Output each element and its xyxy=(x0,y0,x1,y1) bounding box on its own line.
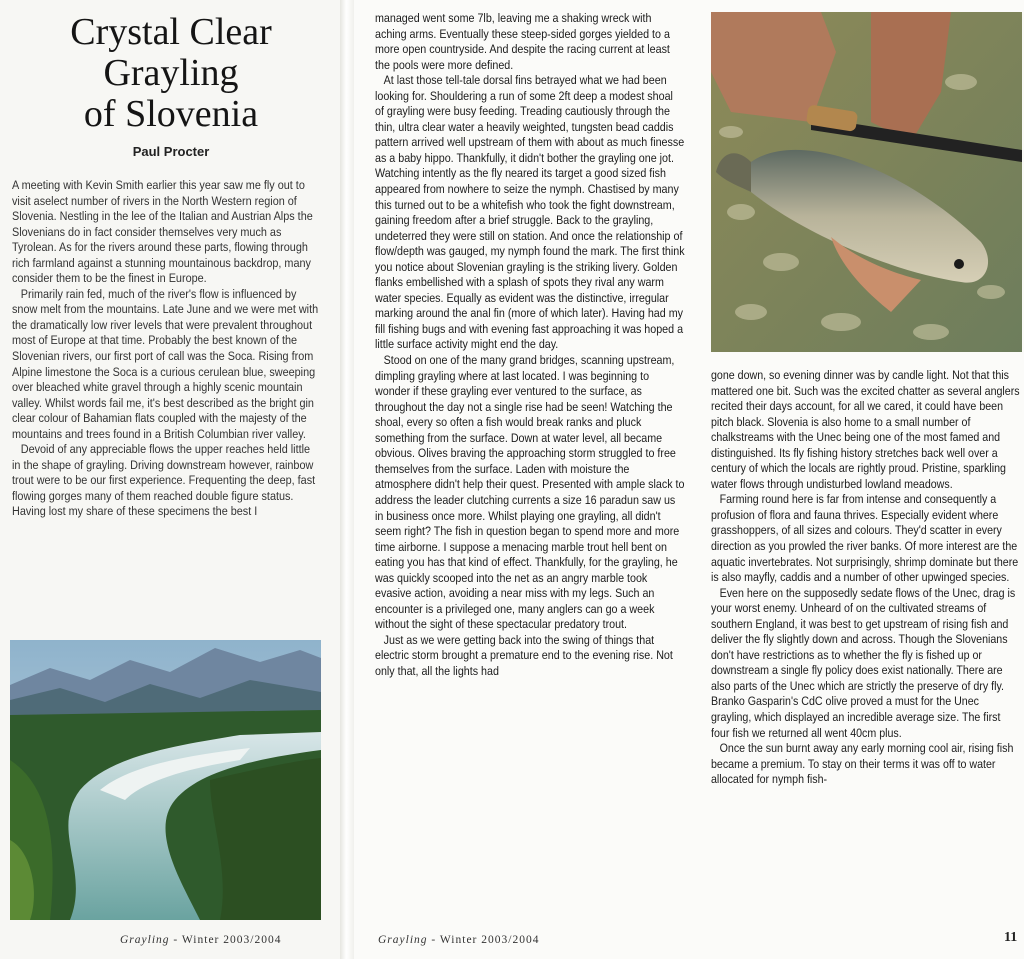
paragraph: managed went some 7lb, leaving me a shaking wreck with aching arms. Eventually these steep-sided gorges yielded to a more open countryside. And despite the racing current at least the pools were more defined. xyxy=(375,11,670,72)
article-title xyxy=(20,12,322,135)
paragraph: Stood on one of the many grand bridges, scanning upstream, dimpling grayling where at last located. I was beginning to wonder if these grayling ever ventured to the surface, as throughout the day not a single rise had be seen! Watching the shoal, every so often a fish would break ranks and pluck something from the surface. Down at water level, all became obvious. Olives braving the approaching storm struggled to free themselves from the surface. Laden with moisture the atmosphere didn't help their quest. Presented with ample slack to address the leader clutching currents a size 16 paradun saw us in business once more. Whilst playing one grayling, all didn't seem right? The fish in question began to spend more and more time airborne. I suppose a menacing marble trout hell bent on eating you has that kind of effect. Thankfully, for the grayling, he was quickly scooped into the net as an angry marble took evasive action, avoiding a near miss with my legs. Such an encounter is a privileged one, many anglers can go a week without the sight of these spectacular predatory trout. xyxy=(375,353,685,632)
text-column-2 xyxy=(375,11,685,680)
paragraph: Farming round here is far from intense and consequently a profusion of flora and fauna thrives. Especially evident where grasshoppers, of all sizes and colours. They'd scatter in every direction as you prowled the river banks. Of more interest are the aquatic invertebrates. Not surprisingly, shrimp dominate but there is also mayfly, caddis and a number of other upwinged species. xyxy=(711,492,1019,585)
paragraph: Devoid of any appreciable flows the upper reaches held little in the shape of grayling. Driving downstream however, rainbow trout were to be our first experience. Frequenting the deep, fast flowing gorges many of them reached double figure status. Having lost my share of these specimens the best I xyxy=(12,442,316,519)
grayling-in-hand-photo xyxy=(711,12,1022,352)
paragraph: Once the sun burnt away any early morning cool air, rising fish became a premium. To stay on their terms it was off to water allocated for nymph fish- xyxy=(711,741,1014,787)
title-line-1: Crystal Clear xyxy=(70,11,272,53)
grayling-illustration xyxy=(711,12,1022,352)
paragraph: Just as we were getting back into the swing of things that electric storm brought a premature end to the evening rise. Not only that, all the lights had xyxy=(375,632,673,678)
paragraph: A meeting with Kevin Smith earlier this year saw me fly out to visit aselect number of rivers in the North Western region of Slovenia. Nestling in the lee of the Italian and Austrian Alps the Slovenians do in fact consider themselves very much as Tyrolean. As for the rivers around these parts, flowing through rich farmland against a stunning mountainous backdrop, many consider them to be the finest in Europe. xyxy=(12,178,313,286)
paragraph: Primarily rain fed, much of the river's flow is influenced by snow melt from the mountains. Late June and we were met with the dramatically low river levels that were prevalent throughout most of Europe at that time. Probably the best known of the Slovenian rivers, our first port of call was the Soca. Rising from Alpine limestone the Soca is a curious cerulean blue, sweeping over bleached white gravel through a highly scenic mountain valley. Whilst words fail me, it's best described as the bright gin clear colour of Bahamian flats coupled with the majesty of the mountains and trees found in a British Columbian river valley. xyxy=(12,286,319,441)
page-number: 11 xyxy=(1004,930,1018,945)
footer-right: Grayling - Winter 2003/2004 xyxy=(378,934,540,946)
river-valley-photo xyxy=(10,640,321,920)
text-column-1 xyxy=(12,178,320,520)
paragraph: gone down, so evening dinner was by candle light. Not that this mattered one bit. Such was the excited chatter as several anglers recited their days account, for all we cared, it could have been pitch black. Slovenia is also home to a small number of chalkstreams with the Unec being one of the most famed and distinguished. Its fly fishing history stretches back well over a century of which the locals are rightly proud. Pristine, sparkling water flows through undisturbed lowland meadows. xyxy=(711,368,1020,491)
page-gutter xyxy=(340,0,354,959)
footer-publication: Grayling xyxy=(120,934,170,946)
river-valley-illustration xyxy=(10,640,321,920)
author-byline: Paul Procter xyxy=(132,144,210,159)
footer-issue: Winter 2003/2004 xyxy=(439,934,540,946)
footer-issue: Winter 2003/2004 xyxy=(181,934,282,946)
paragraph: Even here on the supposedly sedate flows of the Unec, drag is your worst enemy. Unheard of on the cultivated streams of southern England, it was best to get upstream of rising fish and deliver the fly slightly down and across. Though the Slovenians don't have restrictions as to whether the fly is fished up or downstream a single fly policy does exist nationally. There are also parts of the Unec which are strictly the preserve of dry fly. Branko Gasparin's CdC olive proved a must for the Unec grayling, which displayed an incredible average size. The first four fish we returned all went 40cm plus. xyxy=(711,585,1016,740)
footer-publication: Grayling xyxy=(378,934,428,946)
footer-left: Grayling - Winter 2003/2004 xyxy=(120,934,282,946)
title-line-2: Grayling xyxy=(103,52,239,94)
paragraph: At last those tell-tale dorsal fins betrayed what we had been looking for. Shouldering a run of some 2ft deep a modest shoal of grayling were busy feeding. Treading cautiously through the thin, ultra clear water a heavily weighted, tungsten bead caddis pattern arrived well upstream of them with about as much finesse as a baby hippo. Thankfully, it didn't bother the grayling one jot. Watching intently as the fly neared its target a good sized fish appeared from nowhere to seize the nymph. Chastised by many this turned out to be a whitefish who took the fight downstream, gaining freedom after a brief struggle. Back to the grayling, undeterred they were still on station. And once the relationship of flow/depth was gauged, my nymph found the mark. The first think you notice about Slovenian grayling is the striking livery. Golden flanks embellished with a splash of spots they rival any warm water species. Equally as evident was the distinctive, irregular marking around the anal fin (more of which later). Having had my fill fishing bugs and with evening fast approaching it was hoped a little surface activity might end the day. xyxy=(375,73,685,352)
title-line-3: of Slovenia xyxy=(83,93,259,135)
text-column-3 xyxy=(711,368,1021,788)
